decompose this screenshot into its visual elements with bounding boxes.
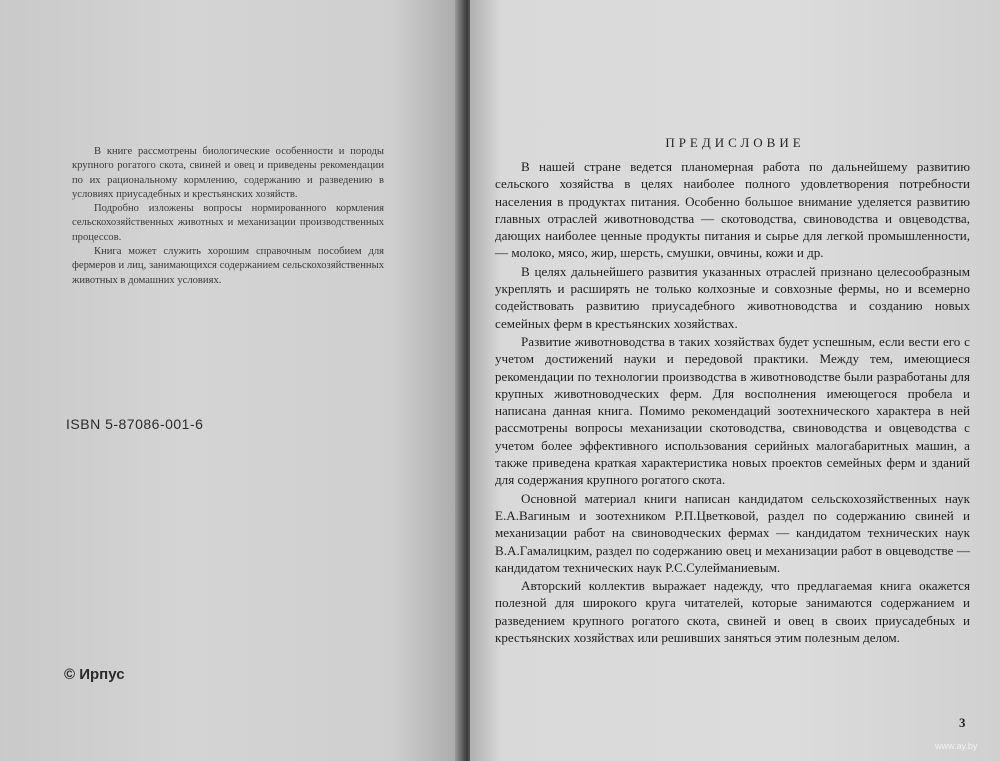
preface-paragraph-1: В нашей стране ведется планомерная работа по дальнейшему развитию сельского хозяйства в целях наиболее полного удовлетворения потребности населения в продуктах питания. Особенно большое внимание уделяется развитию главных отраслей животноводства — скотоводства, свиноводства и овцеводства, дающих наиболее ценные продукты питания и сырье для легкой промышленности, — молоко, мясо, жир, шерсть, смушки, овчины, кожи и др. xyxy=(495,159,970,261)
page-number: 3 xyxy=(959,715,966,730)
preface-paragraph-2: В целях дальнейшего развития указанных отраслей признано целесообразным укреплять и расширять не только колхозные и совхозные фермы, но и всемерно содействовать развитию приусадебного животноводства и созданию новых семейных ферм в крестьянских хозяйствах. xyxy=(495,263,970,331)
preface-paragraph-3: Развитие животноводства в таких хозяйствах будет успешным, если вести его с учетом достижений науки и передовой практики. Между тем, имеющиеся рекомендации по технологии производства в животноводстве были разработаны для крупных животноводческих ферм. Для восполнения имеющегося пробела и написана данная книга. Помимо рекомендаций зоотехнического характера в ней рассмотрены вопросы механизации скотоводства, свиноводства и овцеводства с учетом более эффективного использования серийных малогабаритных машин, а также приведена краткая характеристика новых проектов семейных ферм и зданий для содержания крупного рогатого скота. xyxy=(495,333,970,488)
preface-title: ПРЕДИСЛОВИЕ xyxy=(665,135,805,150)
preface-paragraph-4: Основной материал книги написан кандидатом сельскохозяйственных наук Е.А.Вагиным и зоотехником Р.П.Цветковой, раздел по содержанию свиней и механизации работ на свиноводческих фермах — кандидатом технических наук В.А.Гамалицким, раздел по содержанию овец и механизации работ в овцеводстве — кандидатом технических наук Р.С.Сулейманиевым. xyxy=(495,490,970,575)
copyright-notice: © Ирпус xyxy=(64,666,125,683)
annotation-paragraph-3: Книга может служить хорошим справочным пособием для фермеров и лиц, занимающихся содержанием сельскохозяйственных животных в домашних условиях. xyxy=(72,246,384,286)
annotation-paragraph-2: Подробно изложены вопросы нормированного кормления сельскохозяйственных животных и механизации производственных процессов. xyxy=(72,203,384,243)
preface-body xyxy=(495,158,970,647)
annotation-paragraph-1: В книге рассмотрены биологические особенности и породы крупного рогатого скота, свиней и овец и приведены рекомендации по их рациональному кормлению, содержанию и разведению в условиях приусадебных и крестьянских хозяйств. xyxy=(72,146,384,200)
preface-paragraph-5: Авторский коллектив выражает надежду, что предлагаемая книга окажется полезной для широкого круга читателей, которые занимаются содержанием и разведением крупного рогатого скота, свиней и овец в своих приусадебных и крестьянских хозяйствах или решивших заняться этим полезным делом. xyxy=(495,578,970,646)
watermark: www.ay.by xyxy=(935,741,978,751)
annotation-text xyxy=(72,145,384,288)
left-page xyxy=(0,0,462,761)
isbn-number: ISBN 5-87086-001-6 xyxy=(66,416,204,432)
